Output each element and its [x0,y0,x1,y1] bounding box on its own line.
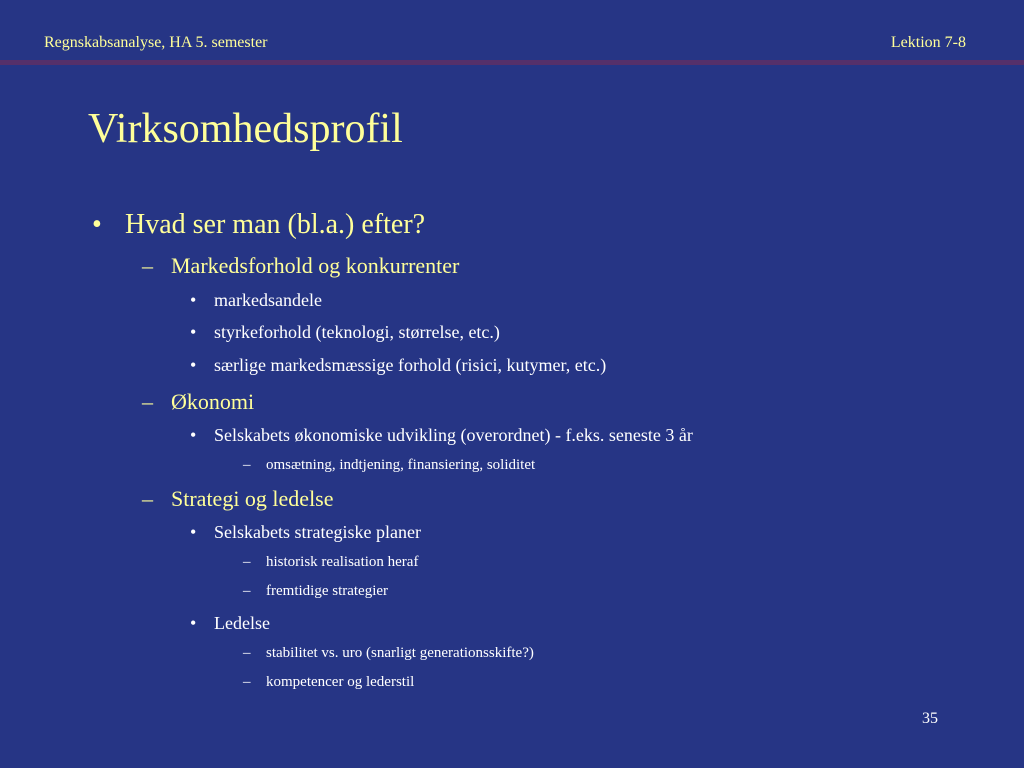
bullet-marker: • [190,522,197,542]
dash-marker: – [243,554,251,570]
strategy-plans-subpoint: fremtidige strategier [266,583,389,599]
market-point: styrkeforhold (teknologi, størrelse, etc.) [214,322,500,342]
market-point: særlige markedsmæssige forhold (risici, kutymer, etc.) [214,355,607,375]
dash-marker: – [243,674,251,690]
economy-heading: Økonomi [171,389,255,414]
strategy-management-subpoint: stabilitet vs. uro (snarligt generationsskifte?) [266,645,534,661]
strategy-heading: Strategi og ledelse [171,486,334,511]
bullet-marker: • [190,355,197,375]
header-divider [0,60,1024,65]
economy-point: Selskabets økonomiske udvikling (overordnet) - f.eks. seneste 3 år [214,425,693,445]
dash-marker: – [142,253,153,278]
slide-title: Virksomhedsprofil [88,106,403,152]
strategy-plans: Selskabets strategiske planer [214,522,421,542]
strategy-management: Ledelse [214,613,270,633]
bullet-marker: • [190,290,197,310]
bullet-marker: • [190,425,197,445]
bullet-marker: • [92,209,102,240]
market-point: markedsandele [214,290,322,310]
market-heading: Markedsforhold og konkurrenter [171,253,460,278]
header-lecture: Lektion 7-8 [890,34,966,51]
page-number: 35 [922,710,938,727]
dash-marker: – [142,389,153,414]
economy-subpoint: omsætning, indtjening, finansiering, soliditet [266,457,536,473]
bullet-marker: • [190,613,197,633]
dash-marker: – [243,583,251,599]
bullet-marker: • [190,322,197,342]
strategy-plans-subpoint: historisk realisation heraf [266,554,419,570]
dash-marker: – [243,457,251,473]
dash-marker: – [142,486,153,511]
dash-marker: – [243,645,251,661]
header-course: Regnskabsanalyse, HA 5. semester [44,34,268,51]
strategy-management-subpoint: kompetencer og lederstil [266,674,415,690]
outline-question: Hvad ser man (bl.a.) efter? [125,209,426,240]
